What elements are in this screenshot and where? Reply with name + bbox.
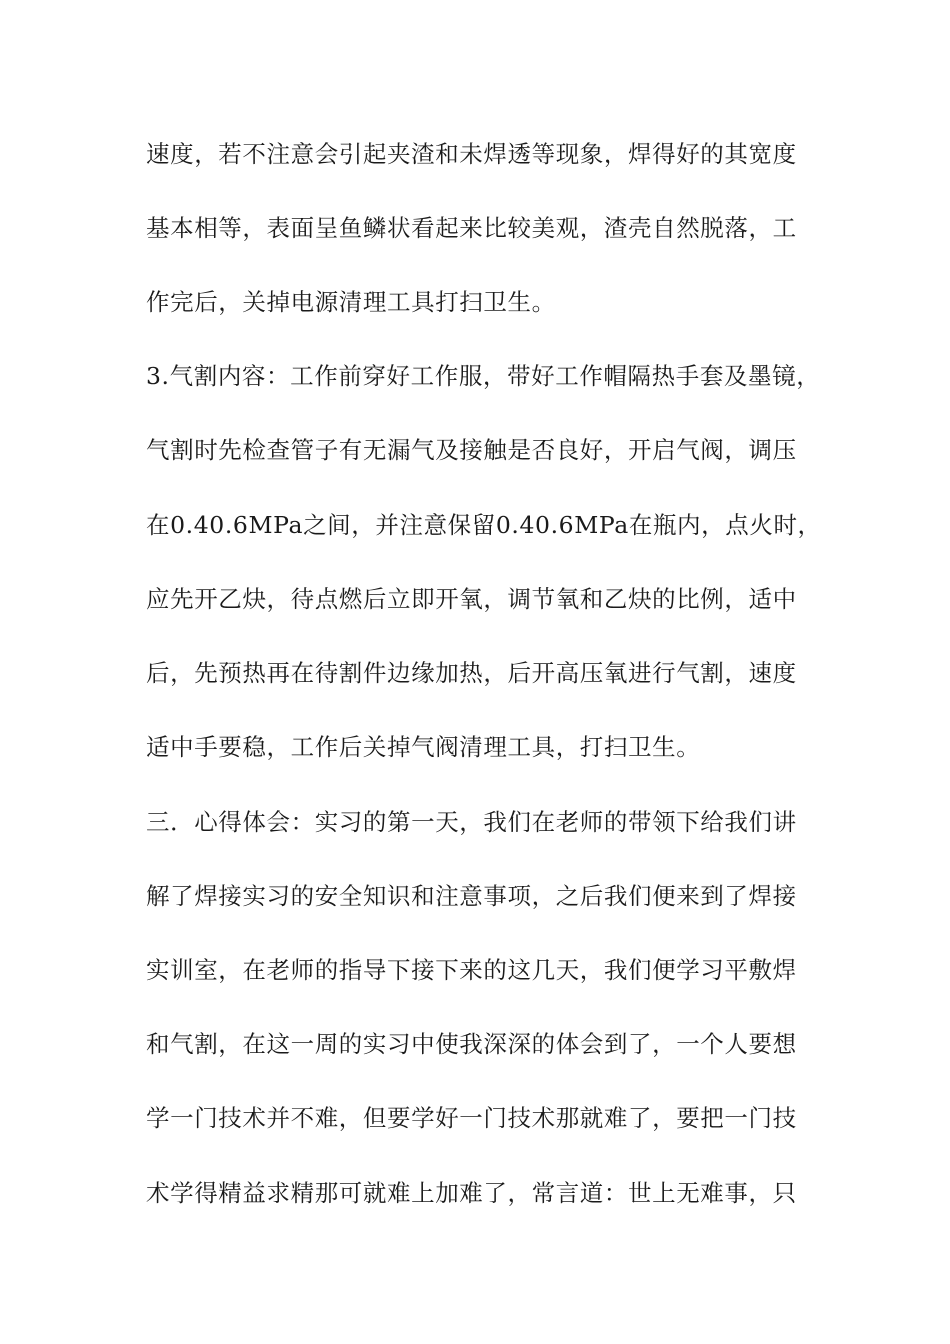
text-line: 作完后，关掉电源清理工具打扫卫生。 xyxy=(146,288,556,316)
text-line: 和气割，在这一周的实习中使我深深的体会到了，一个人要想 xyxy=(146,1030,797,1058)
text-line: 在0.40.6MPa之间，并注意保留0.40.6MPa在瓶内，点火时， xyxy=(146,511,822,539)
text-line: 学一门技术并不难，但要学好一门技术那就难了，要把一门技 xyxy=(146,1104,797,1132)
text-line: 适中手要稳，工作后关掉气阀清理工具，打扫卫生。 xyxy=(146,733,701,761)
text-line: 应先开乙炔，待点燃后立即开氧，调节氧和乙炔的比例，适中 xyxy=(146,585,797,613)
text-line: 3.气割内容：工作前穿好工作服，带好工作帽隔热手套及墨镜， xyxy=(146,362,821,390)
text-line: 基本相等，表面呈鱼鳞状看起来比较美观，渣壳自然脱落，工 xyxy=(146,214,797,242)
text-line: 速度，若不注意会引起夹渣和未焊透等现象，焊得好的其宽度 xyxy=(146,140,797,168)
text-line: 气割时先检查管子有无漏气及接触是否良好，开启气阀，调压 xyxy=(146,436,797,464)
text-line: 术学得精益求精那可就难上加难了，常言道：世上无难事，只 xyxy=(146,1179,797,1207)
text-line: 实训室，在老师的指导下接下来的这几天，我们便学习平敷焊 xyxy=(146,956,797,984)
text-line: 后，先预热再在待割件边缘加热，后开高压氧进行气割，速度 xyxy=(146,659,797,687)
text-line: 三．心得体会：实习的第一天，我们在老师的带领下给我们讲 xyxy=(146,808,797,836)
text-line: 解了焊接实习的安全知识和注意事项，之后我们便来到了焊接 xyxy=(146,882,797,910)
